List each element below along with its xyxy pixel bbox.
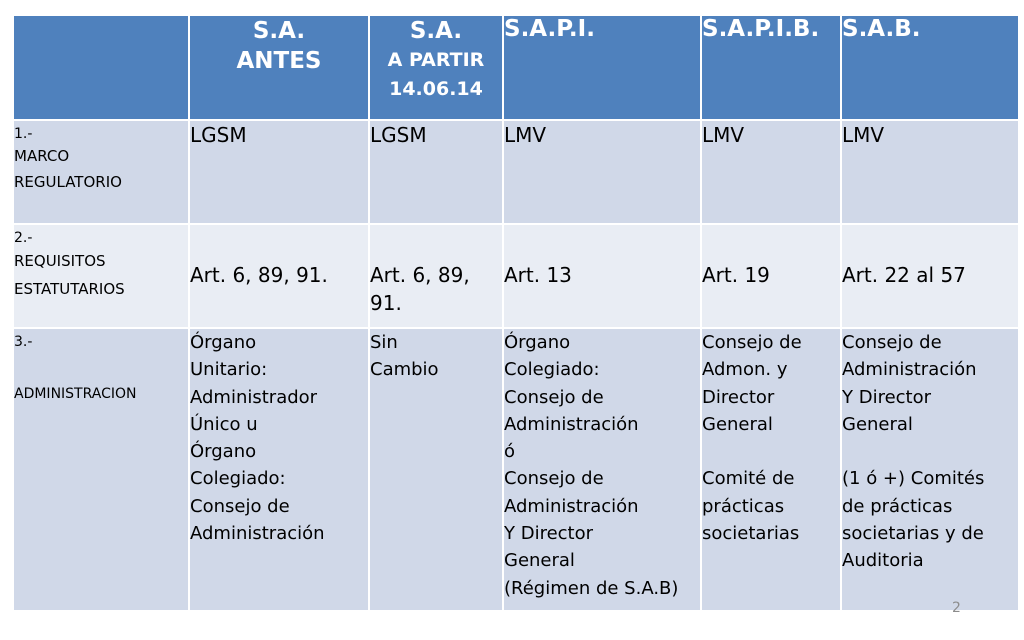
comparison-table xyxy=(12,14,1020,612)
row-administracion xyxy=(13,328,1019,611)
row-title: REQUISITOS ESTATUTARIOS xyxy=(14,252,125,298)
row-label xyxy=(13,120,189,224)
cell-sa-antes: LGSM xyxy=(189,120,369,224)
row-number: 2.- xyxy=(14,230,33,246)
cell-sa-a-partir: Art. 6, 89, 91. xyxy=(369,224,503,328)
cell-sa-a-partir: Sin Cambio xyxy=(369,328,503,611)
cell-sa-antes: Art. 6, 89, 91. xyxy=(189,224,369,328)
header-sa-a-partir-line1: S.A. xyxy=(409,18,463,44)
cell-sab: Consejo de Administración Y Director General (1 ó +) Comités de prácticas societarias y de Auditoria xyxy=(841,328,1019,611)
header-sapi: S.A.P.I. xyxy=(503,15,701,120)
header-corner xyxy=(13,15,189,120)
cell-sapib: Consejo de Admon. y Director General Comité de prácticas societarias xyxy=(701,328,841,611)
header-sab: S.A.B. xyxy=(841,15,1019,120)
page-number: 2 xyxy=(952,600,961,616)
header-sa-antes xyxy=(189,15,369,120)
header-sa-antes-line2: ANTES xyxy=(236,48,322,74)
cell-sa-a-partir: LGSM xyxy=(369,120,503,224)
row-label: 3.- ADMINISTRACION xyxy=(13,328,189,611)
cell-sab: Art. 22 al 57 xyxy=(841,224,1019,328)
cell-sapib: Art. 19 xyxy=(701,224,841,328)
row-marco-regulatorio xyxy=(13,120,1019,224)
cell-sapib: LMV xyxy=(701,120,841,224)
cell-sab: LMV xyxy=(841,120,1019,224)
header-sa-a-partir-line2: A PARTIR xyxy=(387,49,485,71)
header-sa-antes-line1: S.A. xyxy=(252,18,306,44)
cell-sapi: Art. 13 xyxy=(503,224,701,328)
cell-sapi: Órgano Colegiado: Consejo de Administración ó Consejo de Administración Y Director General (Régimen de S.A.B) xyxy=(503,328,701,611)
header-row xyxy=(13,15,1019,120)
cell-sapi: LMV xyxy=(503,120,701,224)
row-number: 1.- xyxy=(14,126,33,142)
header-sa-a-partir xyxy=(369,15,503,120)
header-sa-a-partir-line3: 14.06.14 xyxy=(389,78,483,100)
row-requisitos-estatutarios xyxy=(13,224,1019,328)
cell-sa-antes: Órgano Unitario: Administrador Único u Órgano Colegiado: Consejo de Administración xyxy=(189,328,369,611)
row-label xyxy=(13,224,189,328)
row-title: MARCO REGULATORIO xyxy=(14,147,122,191)
header-sapib: S.A.P.I.B. xyxy=(701,15,841,120)
